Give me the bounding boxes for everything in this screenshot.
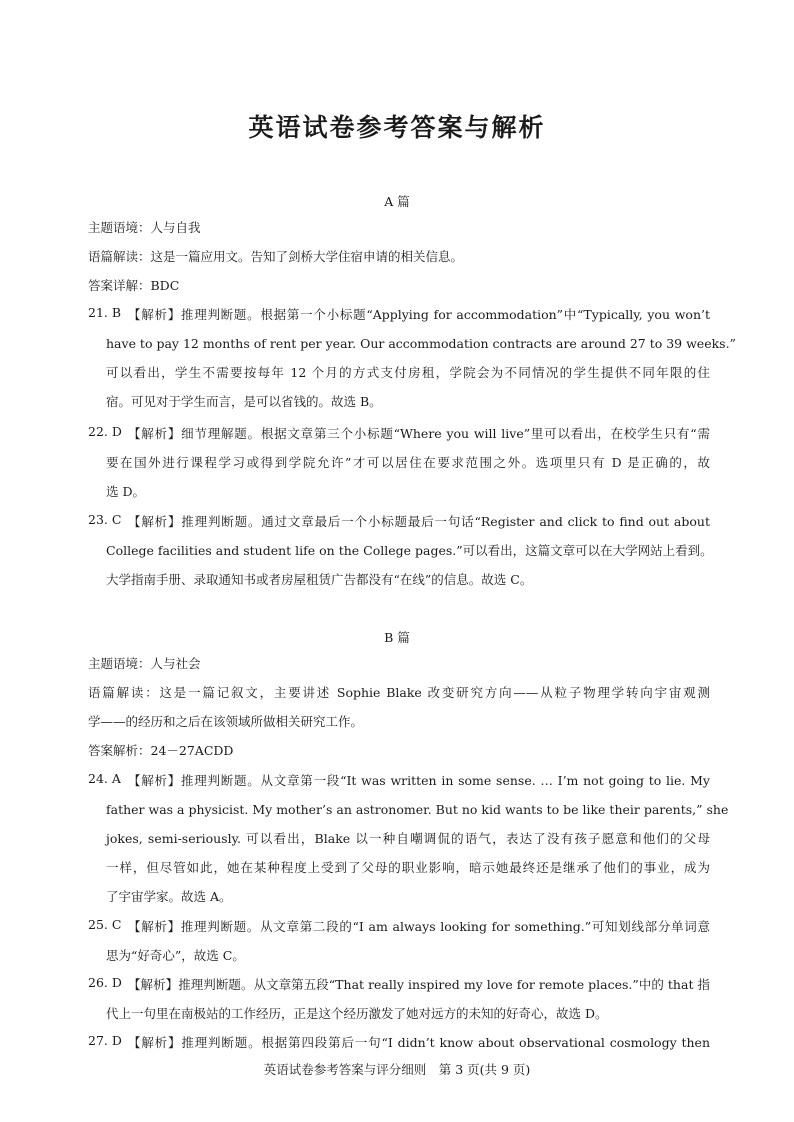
question-explanation-22-cont: [106, 448, 710, 506]
question-number-26: 26. D: [88, 975, 122, 990]
section-a-heading: A 篇: [384, 194, 410, 209]
question-explanation-24-cont: [106, 795, 729, 911]
question-explanation-24: [128, 766, 710, 795]
intro-line: 学——的经历和之后在该领域所做相关研究工作。: [88, 714, 364, 729]
section-a-answers: 答案详解：BDC: [88, 278, 180, 293]
explanation-line: 代上一句里在南极站的工作经历，正是这个经历激发了她对远方的未知的好奇心，故选 D。: [106, 1006, 608, 1021]
explanation-line: College facilities and student life on the College pages.”可以看出，这篇文章可以在大学网站上看到。: [106, 543, 713, 558]
explanation-line: 【解析】推理判断题。通过文章最后一个小标题最后一句话“Register and click to find out about: [128, 514, 710, 529]
explanation-line: 一样，但尽管如此，她在某种程度上受到了父母的职业影响，暗示她最终还是继承了他们的事业，成为: [106, 860, 710, 875]
question-number-27: 27. D: [88, 1033, 122, 1048]
explanation-line: father was a physicist. My mother’s an astronomer. But no kid wants to be like their parents,” she: [106, 802, 729, 817]
question-explanation-25-cont: [106, 941, 710, 970]
question-explanation-27: [128, 1028, 710, 1057]
explanation-line: 大学指南手册、录取通知书或者房屋租赁广告都没有“在线”的信息。故选 C。: [106, 572, 533, 587]
question-number-21: 21. B: [88, 305, 122, 320]
page-footer: 英语试卷参考答案与评分细则 第 3 页(共 9 页): [263, 1062, 531, 1077]
section-b-context: 主题语境：人与社会: [88, 656, 201, 671]
explanation-line: 【解析】细节理解题。根据文章第三个小标题“Where you will live”里可以看出，在校学生只有“需: [128, 426, 710, 441]
intro-line: 语篇解读：这是一篇记叙文，主要讲述 Sophie Blake 改变研究方向——从粒子物理学转向宇宙观测: [88, 685, 710, 700]
question-explanation-21-cont: [106, 329, 736, 416]
explanation-line: have to pay 12 months of rent per year. Our accommodation contracts are around 27 to 39 weeks.”: [106, 336, 736, 351]
question-number-25: 25. C: [88, 917, 122, 932]
question-explanation-23: [128, 507, 710, 536]
explanation-line: 【解析】推理判断题。根据第一个小标题“Applying for accommodation”中“Typically, you won’t: [128, 307, 710, 322]
question-number-24: 24. A: [88, 771, 121, 786]
explanation-line: 【解析】推理判断题。从文章第一段“It was written in some sense. … I’m not going to lie. My: [128, 773, 710, 788]
section-a-intro: 语篇解读：这是一篇应用文。告知了剑桥大学住宿申请的相关信息。: [88, 249, 464, 264]
question-number-22: 22. D: [88, 424, 122, 439]
explanation-line: 了宇宙学家。故选 A。: [106, 889, 232, 904]
question-explanation-25: [128, 912, 710, 941]
explanation-line: 宿。可见对于学生而言，是可以省钱的。故选 B。: [106, 394, 382, 409]
question-explanation-21: [128, 300, 710, 329]
explanation-line: 要在国外进行课程学习或得到学院允许”才可以居住在要求范围之外。选项里只有 D 是正确的，故: [106, 455, 710, 470]
explanation-line: jokes, semi-seriously. 可以看出，Blake 以一种自嘲调侃的语气，表达了没有孩子愿意和他们的父母: [106, 831, 710, 846]
section-b-intro: [88, 678, 710, 736]
section-a-context: 主题语境：人与自我: [88, 220, 201, 235]
explanation-line: 【解析】推理判断题。从文章第二段的“I am always looking for something.”可知划线部分单词意: [128, 919, 710, 934]
question-explanation-23-cont: [106, 536, 713, 594]
question-number-23: 23. C: [88, 512, 122, 527]
section-b-heading: B 篇: [384, 630, 410, 645]
explanation-line: 【解析】推理判断题。根据第四段第后一句“I didn’t know about observational cosmology then: [128, 1035, 710, 1050]
question-explanation-26-cont: [106, 999, 710, 1028]
explanation-line: 【解析】推理判断题。从文章第五段“That really inspired my love for remote places.”中的 that 指: [128, 977, 710, 992]
question-explanation-26: [128, 970, 710, 999]
explanation-line: 可以看出，学生不需要按每年 12 个月的方式支付房租，学院会为不同情况的学生提供不同年限的住: [106, 365, 710, 380]
page-title: 英语试卷参考答案与解析: [248, 113, 546, 142]
explanation-line: 选 D。: [106, 484, 145, 499]
section-b-answers: 答案解析：24－27ACDD: [88, 743, 234, 758]
explanation-line: 思为“好奇心”，故选 C。: [106, 948, 245, 963]
question-explanation-22: [128, 419, 710, 448]
